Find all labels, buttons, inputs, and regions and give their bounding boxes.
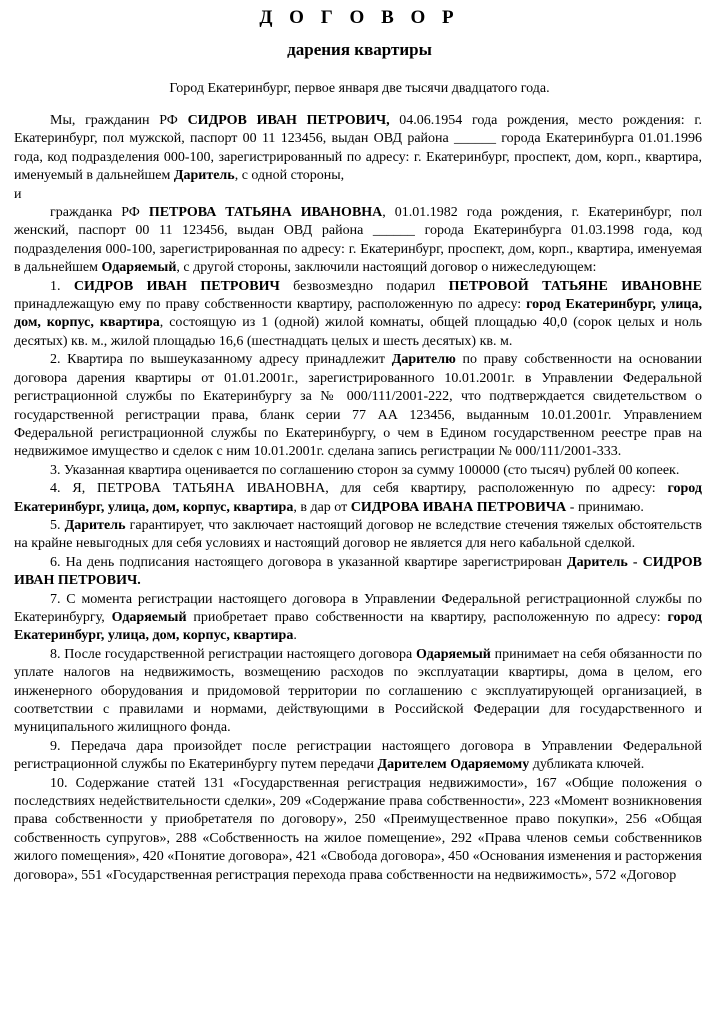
recipient-term: Одаряемый: [111, 609, 187, 625]
parties-paragraph-recipient: [14, 204, 702, 278]
text-run: гарантирует, что заключает настоящий договор не вследствие стечения тяжелых обстоятельств на крайне невыгодных для себя условиях и настоящий договор не является для него кабальной сделкой.: [14, 517, 702, 552]
recipient-name: ПЕТРОВА ТАТЬЯНА ИВАНОВНА: [148, 205, 383, 221]
text-run: , в дар от: [293, 499, 351, 515]
property-address: город Екатеринбург, улица, дом, корпус, квартира: [14, 609, 702, 644]
text-run: принимает на себя обязанности по уплате налогов на недвижимость, возмещению расходов по эксплуатации квартиры, дома в целом, его инженерного оборудования и придомовой территории по соглашению с эксплуатирующей организацией, в соответствии с правилами и нормами, действующими в Российской Федерации для государственного и муниципального жилищного фонда.: [14, 646, 703, 736]
text-run: .: [293, 628, 297, 644]
clause-2: [14, 351, 702, 461]
parties-terms: Дарителем Одаряемому: [377, 757, 530, 773]
text-run: , с одной стороны,: [234, 168, 345, 184]
text-run: безвозмездно подарил: [279, 278, 449, 294]
donor-term: Даритель: [64, 517, 126, 533]
text-run: 9. Передача дара произойдет после регистрации настоящего договора в Управлении Федеральной регистрационной службы по Екатеринбургу путем передачи: [14, 738, 702, 773]
text-run: 6. На день подписания настоящего договора в указанной квартире зарегистрирован: [50, 554, 567, 570]
text-run: , 01.01.1982 года рождения, г. Екатеринбург, пол женский, паспорт 00 11 123456, выдан ОВД района ______ города Екатеринбурга 01.03.1998 года, код подразделения 000-100, зарегистрированная по адресу: г. Екатеринбург, проспект, дом, корп., квартира, именуемая в дальнейшем: [14, 205, 703, 276]
text-run: 2. Квартира по вышеуказанному адресу принадлежит: [50, 352, 392, 368]
donor-name: СИДРОВ ИВАН ПЕТРОВИЧ,: [187, 113, 390, 128]
donor-name: СИДРОВ ИВАН ПЕТРОВИЧ: [73, 278, 280, 294]
clause-9: [14, 738, 702, 775]
clause-5: [14, 517, 702, 554]
text-run: принадлежащую ему по праву собственности квартиру, расположенную по адресу:: [14, 297, 527, 313]
clause-4: [14, 480, 702, 517]
text-run: - принимаю.: [566, 499, 644, 515]
clause-8: [14, 646, 702, 738]
clause-number: 5.: [50, 517, 65, 533]
text-run: , состоящую из 1 (одной) жилой комнаты, общей площадью 40,0 (сорок целых и ноль десятых) кв. м., жилой площадью 16,6 (шестнадцать целых и шесть десятых) кв. м.: [14, 315, 702, 349]
text-run: Мы, гражданин РФ: [50, 113, 188, 128]
clause-1: [14, 278, 702, 352]
clause-10: 10. Содержание статей 131 «Государственная регистрация недвижимости», 167 «Общие положения о последствиях недействительности сделки», 209 «Содержание права собственности», 223 «Момент возникновения права собственности у приобретателя по договору», 250 «Преимущественное право покупки», 256 «Общая собственность супругов», 288 «Собственность на жилое помещение», 292 «Права членов семьи собственников жилого помещения», 420 «Понятие договора», 421 «Свобода договора», 450 «Основания изменения и расторжения договора», 551 «Государственная регистрация перехода права собственности на недвижимость», 572 «Договор: [14, 775, 702, 883]
property-address: город Екатеринбург, улица, дом, корпус, квартира: [14, 481, 702, 515]
conjunction-line: и: [14, 186, 22, 202]
text-run: 04.06.1954 года рождения, место рождения: г. Екатеринбург, пол мужской, паспорт 00 11 123456, выдан ОВД района ______ города Екатеринбурга 01.01.1996 года, код подразделения 000-100, зарегистрированный по адресу: г. Екатеринбург, проспект, дом, корп., квартира, именуемый в дальнейшем: [14, 113, 702, 184]
text-run: 8. После государственной регистрации настоящего договора: [50, 646, 416, 662]
text-run: , с другой стороны, заключили настоящий договор о нижеследующем:: [176, 260, 597, 276]
clause-3: 3. Указанная квартира оценивается по соглашению сторон за сумму 100000 (сто тысяч) рублей 00 копеек.: [50, 462, 680, 478]
property-address: город Екатеринбург, улица, дом, корпус, квартира: [14, 297, 702, 331]
donor-name: СИДРОВА ИВАНА ПЕТРОВИЧА: [350, 499, 567, 515]
recipient-term: Одаряемый: [101, 260, 177, 276]
donor-term: Дарителю: [391, 352, 456, 368]
parties-paragraph-donor: [14, 112, 702, 186]
clause-7: [14, 591, 702, 646]
document-body: [14, 112, 702, 885]
recipient-name: ПЕТРОВОЙ ТАТЬЯНЕ ИВАНОВНЕ: [448, 278, 702, 294]
text-run: по праву собственности на основании договора дарения квартиры от 01.01.2001г., зарегистрированного 10.01.2001г. в Управлении Федеральной регистрационной службы по Екатеринбургу за № 000/111/2001-222, что подтверждается свидетельством о государственной регистрации права, бланк серии 77 АА 123456, выданным 10.01.2001г. Управлением Федеральной регистрационной службы по Екатеринбургу, о чем в Едином государственном реестре прав на недвижимое имущество и сделок с ним 10.01.2001г. сделана запись регистрации № 000/111/2001-333.: [14, 352, 702, 460]
recipient-term: Одаряемый: [415, 646, 491, 662]
document-title: Д О Г О В О Р: [259, 7, 460, 28]
clause-6: [14, 554, 702, 591]
text-run: 7. С момента регистрации настоящего договора в Управлении Федеральной регистрационной службы по Екатеринбургу,: [14, 591, 702, 625]
text-run: приобретает право собственности на квартиру, расположенную по адресу:: [186, 609, 668, 625]
text-run: 4. Я, ПЕТРОВА ТАТЬЯНА ИВАНОВНА, для себя квартиру, расположенную по адресу:: [50, 481, 668, 497]
clause-number: 1.: [50, 278, 74, 294]
text-run: дубликата ключей.: [529, 757, 645, 773]
document-subtitle: дарения квартиры: [287, 40, 432, 59]
donor-name: Даритель - СИДРОВ ИВАН ПЕТРОВИЧ.: [14, 554, 702, 589]
text-run: гражданка РФ: [50, 205, 149, 221]
donor-term: Даритель: [173, 168, 235, 184]
city-date-line: Город Екатеринбург, первое января две тысячи двадцатого года.: [169, 81, 550, 96]
